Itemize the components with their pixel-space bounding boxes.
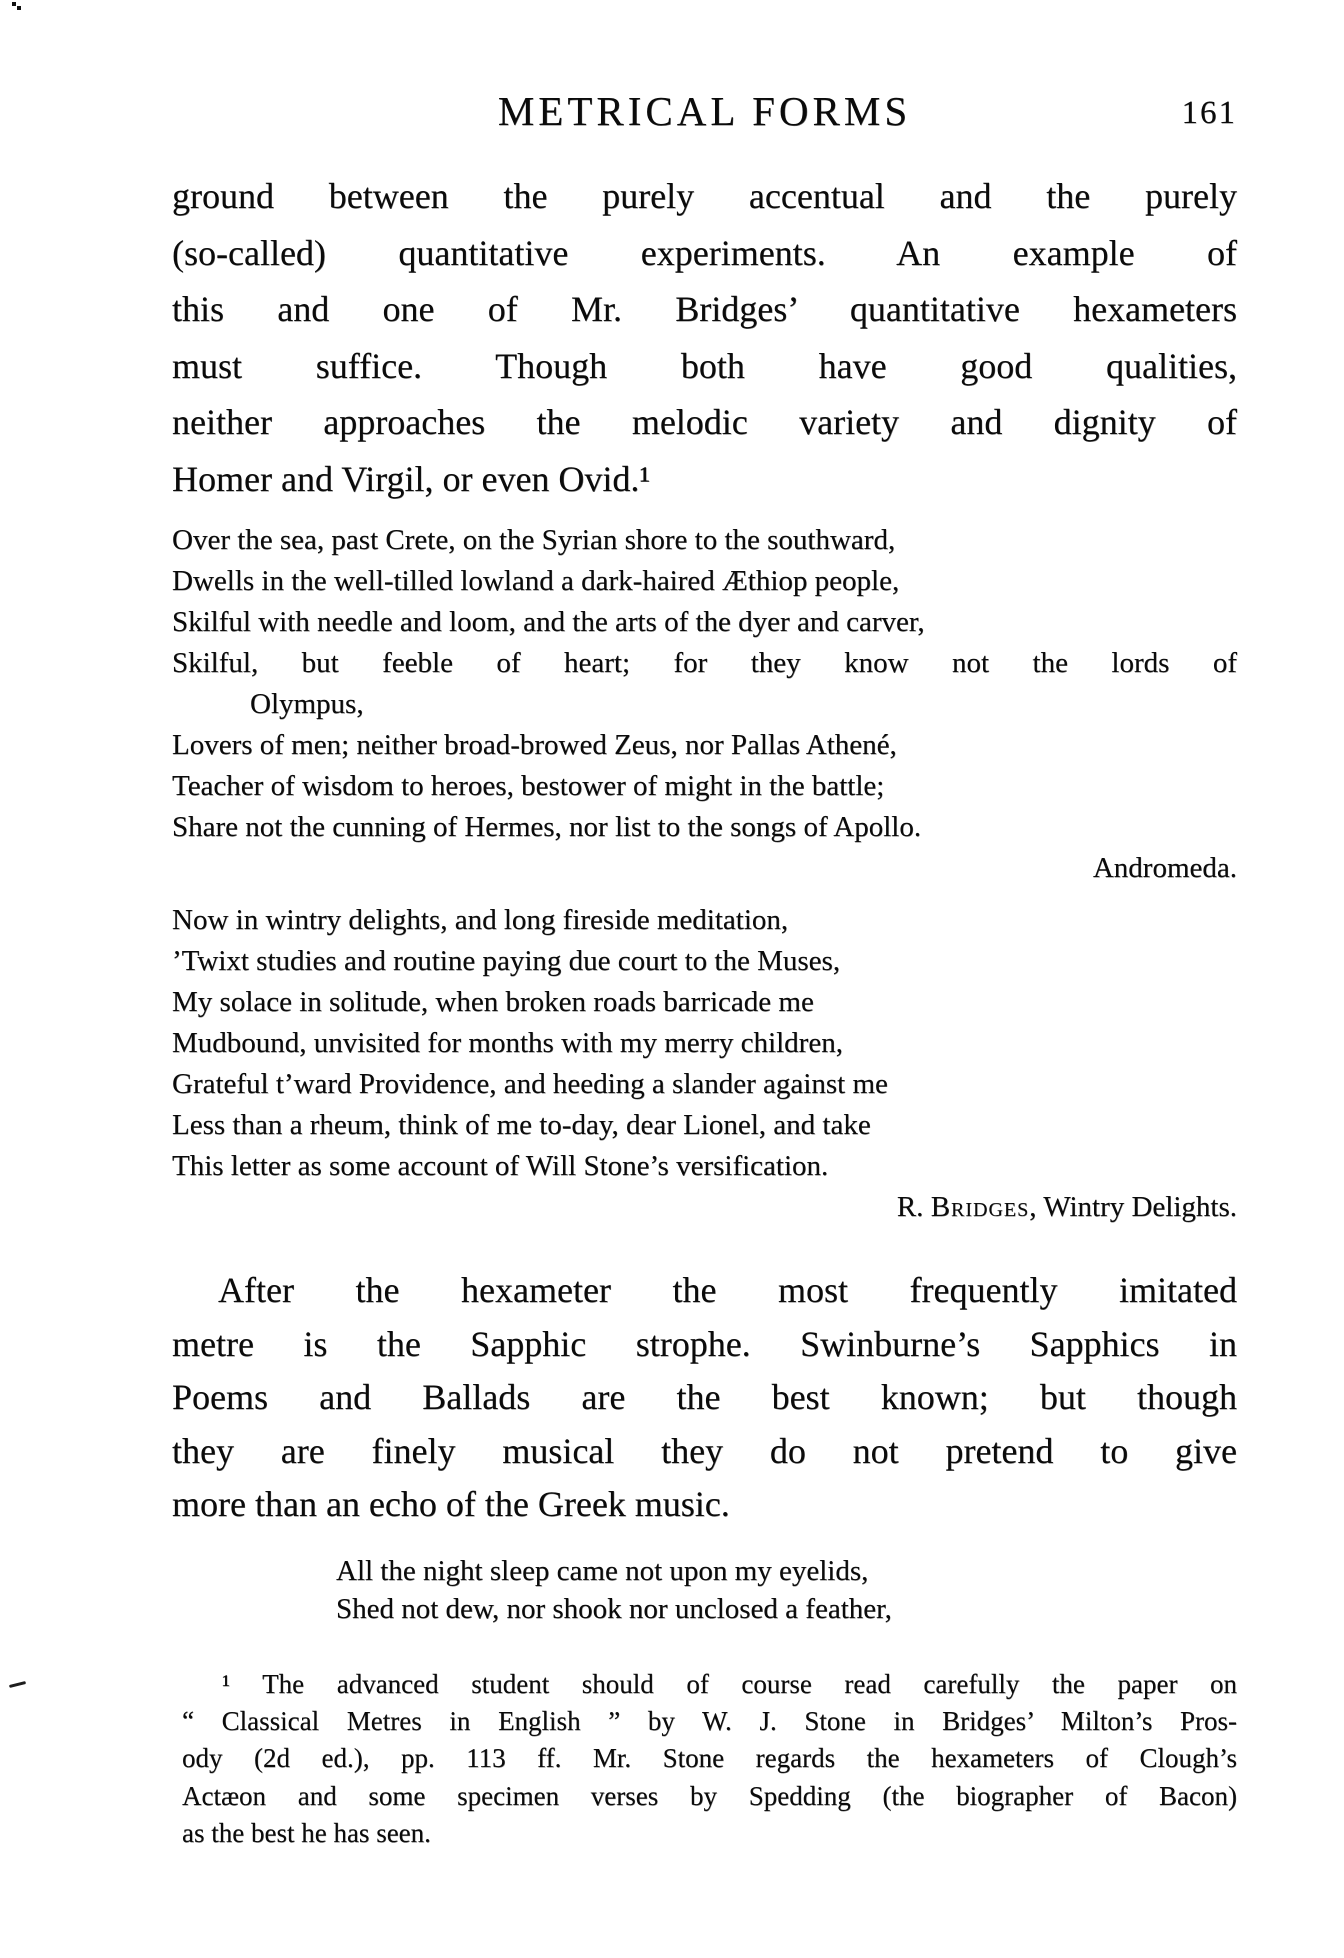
- paragraph-sapphic: [172, 1264, 1237, 1532]
- footnote-line: “ Classical Metres in English ” by W. J. Stone in Bridges’ Milton’s Pros-: [182, 1706, 1237, 1737]
- verse-line: ’Twixt studies and routine paying due court to the Muses,: [172, 945, 841, 977]
- verse-line: Shed not dew, nor shook nor unclosed a feather,: [336, 1593, 892, 1625]
- verse-attribution: [172, 1187, 1237, 1228]
- attribution-initial: R.: [896, 1191, 931, 1223]
- verse-line: My solace in solitude, when broken roads barricade me: [172, 986, 814, 1018]
- verse-wintry-delights: [172, 900, 1237, 1228]
- verse-sapphics-quote: [336, 1552, 1156, 1628]
- verse-line: Skilful, but feeble of heart; for they know not the lords of: [172, 647, 1237, 679]
- verse-line: Teacher of wisdom to heroes, bestower of might in the battle;: [172, 770, 885, 802]
- text-line: After the hexameter the most frequently imitated: [218, 1270, 1237, 1310]
- verse-line: Over the sea, past Crete, on the Syrian shore to the southward,: [172, 524, 896, 556]
- attribution-author: Bridges: [930, 1191, 1030, 1223]
- text-line: ground between the purely accentual and the purely: [172, 176, 1237, 216]
- verse-line: Mudbound, unvisited for months with my merry children,: [172, 1027, 843, 1059]
- page-header: [172, 88, 1237, 138]
- text-line: must suffice. Though both have good qualities,: [172, 345, 1237, 386]
- text-line: neither approaches the melodic variety and dignity of: [172, 402, 1237, 442]
- footnote-line: Actæon and some specimen verses by Spedding (the biographer of Bacon): [182, 1780, 1237, 1811]
- verse-line: Share not the cunning of Hermes, nor list to the songs of Apollo.: [172, 811, 922, 843]
- scan-speck: [12, 2, 16, 6]
- verse-line-continuation: Olympus,: [250, 688, 364, 720]
- footnote-line: ody (2d ed.), pp. 113 ff. Mr. Stone regards the hexameters of Clough’s: [182, 1743, 1237, 1774]
- text-line: Poems and Ballads are the best known; but though: [172, 1377, 1237, 1417]
- verse-attribution: Andromeda.: [1092, 852, 1237, 884]
- verse-line: Grateful t’ward Providence, and heeding a slander against me: [172, 1068, 888, 1100]
- attribution-work: , Wintry Delights.: [1029, 1191, 1237, 1223]
- footnote-line: as the best he has seen.: [182, 1817, 431, 1848]
- text-line: metre is the Sapphic strophe. Swinburne’s Sapphics in: [172, 1323, 1237, 1364]
- verse-line: All the night sleep came not upon my eyelids,: [336, 1555, 869, 1587]
- footnote: [182, 1666, 1237, 1852]
- text-line: (so-called) quantitative experiments. An example of: [172, 232, 1237, 273]
- margin-pen-mark: [9, 1681, 26, 1688]
- verse-line: Skilful with needle and loom, and the arts of the dyer and carver,: [172, 606, 925, 638]
- verse-line: Less than a rheum, think of me to-day, dear Lionel, and take: [172, 1109, 871, 1141]
- verse-line: Dwells in the well-tilled lowland a dark-haired Æthiop people,: [172, 565, 900, 597]
- running-title: METRICAL FORMS: [497, 88, 912, 134]
- text-line: this and one of Mr. Bridges’ quantitative hexameters: [172, 289, 1237, 329]
- text-line: they are finely musical they do not pretend to give: [172, 1430, 1237, 1471]
- text-line: more than an echo of the Greek music.: [172, 1484, 730, 1524]
- footnote-line: ¹ The advanced student should of course read carefully the paper on: [222, 1669, 1237, 1699]
- text-line: Homer and Virgil, or even Ovid.¹: [172, 458, 651, 499]
- verse-line: This letter as some account of Will Stone’s versification.: [172, 1150, 829, 1182]
- page-number: 161: [1181, 95, 1237, 131]
- verse-line: Lovers of men; neither broad-browed Zeus, nor Pallas Athené,: [172, 729, 897, 761]
- verse-line: Now in wintry delights, and long fireside meditation,: [172, 904, 789, 936]
- verse-andromeda: [172, 520, 1237, 889]
- paragraph-opening: [172, 168, 1237, 507]
